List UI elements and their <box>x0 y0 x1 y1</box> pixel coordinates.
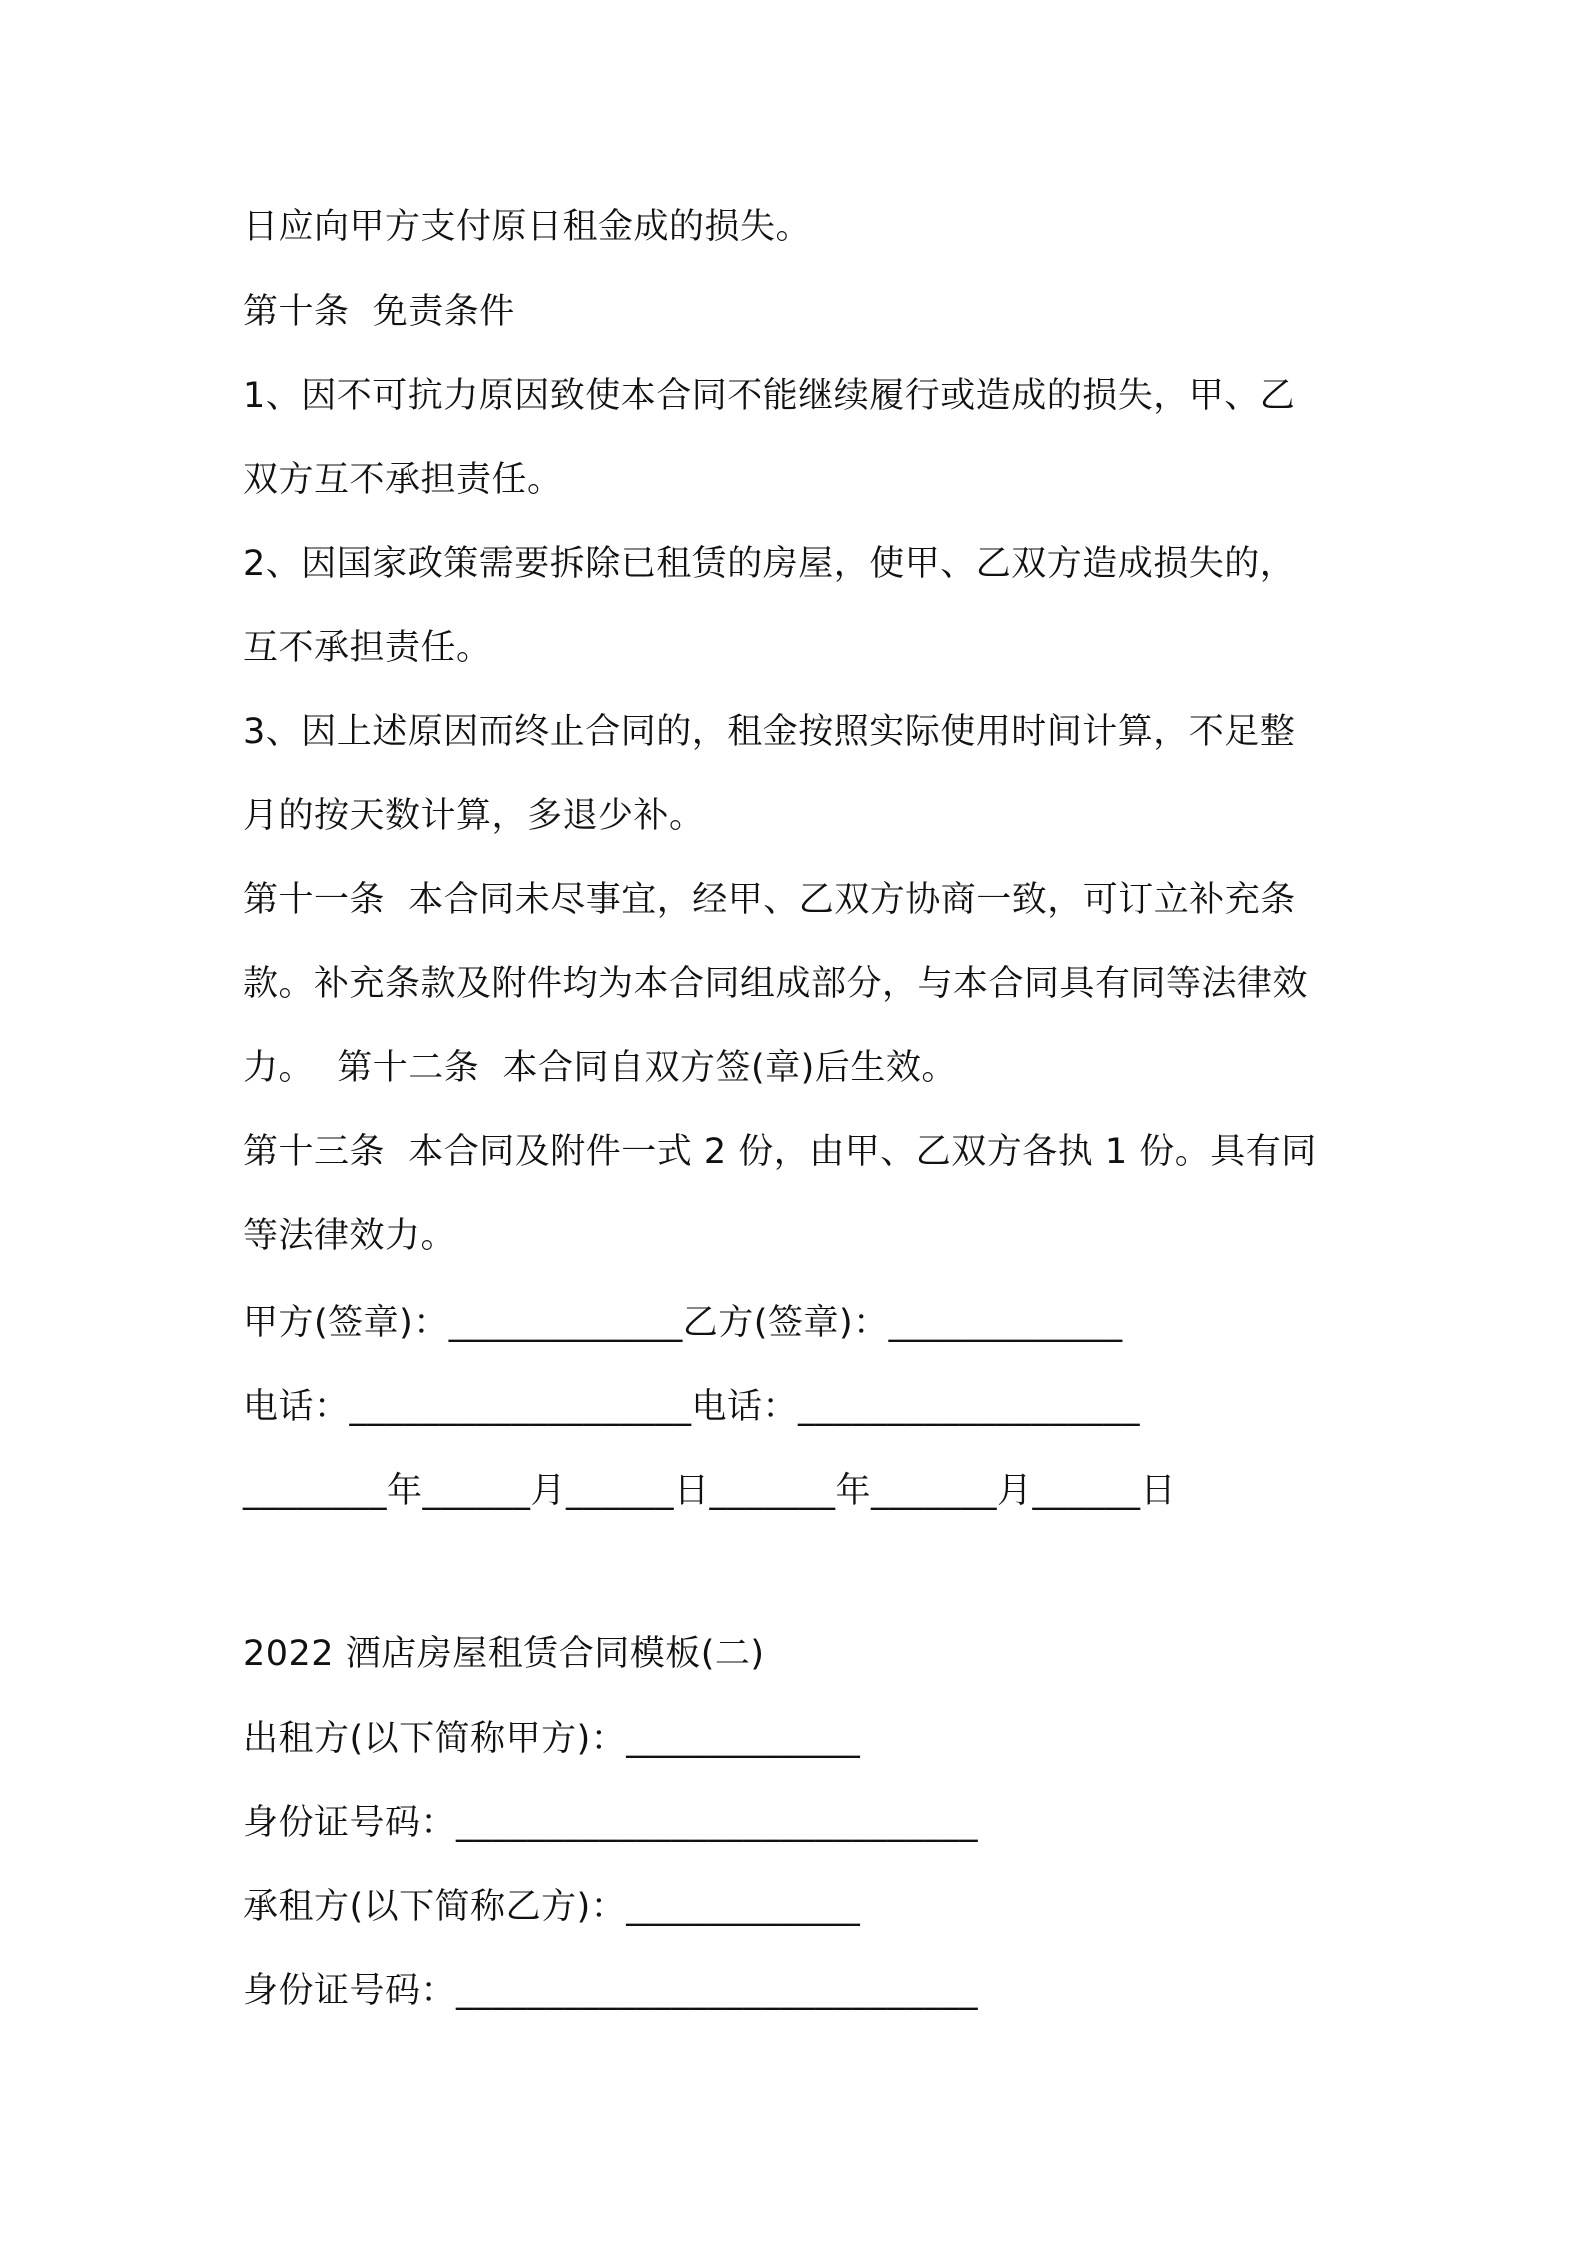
text-line: 双方互不承担责任。 <box>243 460 563 500</box>
text-line: 2、因国家政策需要拆除已租赁的房屋，使甲、乙双方造成损失的， <box>243 544 1296 584</box>
signature-line: 甲方(签章)：_____________乙方(签章)：_____________ <box>243 1303 1123 1343</box>
id-number-line: 身份证号码：_____________________________ <box>243 1971 979 2011</box>
text-line: 互不承担责任。 <box>243 628 492 668</box>
article-10-heading: 第十条 免责条件 <box>243 292 515 332</box>
lessor-line: 出租方(以下简称甲方)：_____________ <box>243 1719 861 1759</box>
article-12-text: 力。 第十二条 本合同自双方签(章)后生效。 <box>243 1048 957 1088</box>
text-line: 3、因上述原因而终止合同的，租金按照实际使用时间计算，不足整 <box>243 712 1296 752</box>
article-13-text: 第十三条 本合同及附件一式 2 份，由甲、乙双方各执 1 份。具有同 <box>243 1132 1317 1172</box>
id-number-line: 身份证号码：_____________________________ <box>243 1803 979 1843</box>
text-line: 款。补充条款及附件均为本合同组成部分，与本合同具有同等法律效 <box>243 964 1309 1004</box>
lessee-line: 承租方(以下简称乙方)：_____________ <box>243 1887 861 1927</box>
date-line: ________年______月______日_______年_______月______日 <box>243 1471 1177 1511</box>
template-title: 2022 酒店房屋租赁合同模板(二) <box>243 1634 765 1674</box>
text-line: 1、因不可抗力原因致使本合同不能继续履行或造成的损失，甲、乙 <box>243 376 1296 416</box>
text-line: 月的按天数计算，多退少补。 <box>243 796 705 836</box>
article-11-text: 第十一条 本合同未尽事宜，经甲、乙双方协商一致，可订立补充条 <box>243 880 1296 920</box>
text-line: 日应向甲方支付原日租金成的损失。 <box>243 207 812 247</box>
text-line: 等法律效力。 <box>243 1216 457 1256</box>
phone-line: 电话：___________________电话：___________________ <box>243 1387 1141 1427</box>
